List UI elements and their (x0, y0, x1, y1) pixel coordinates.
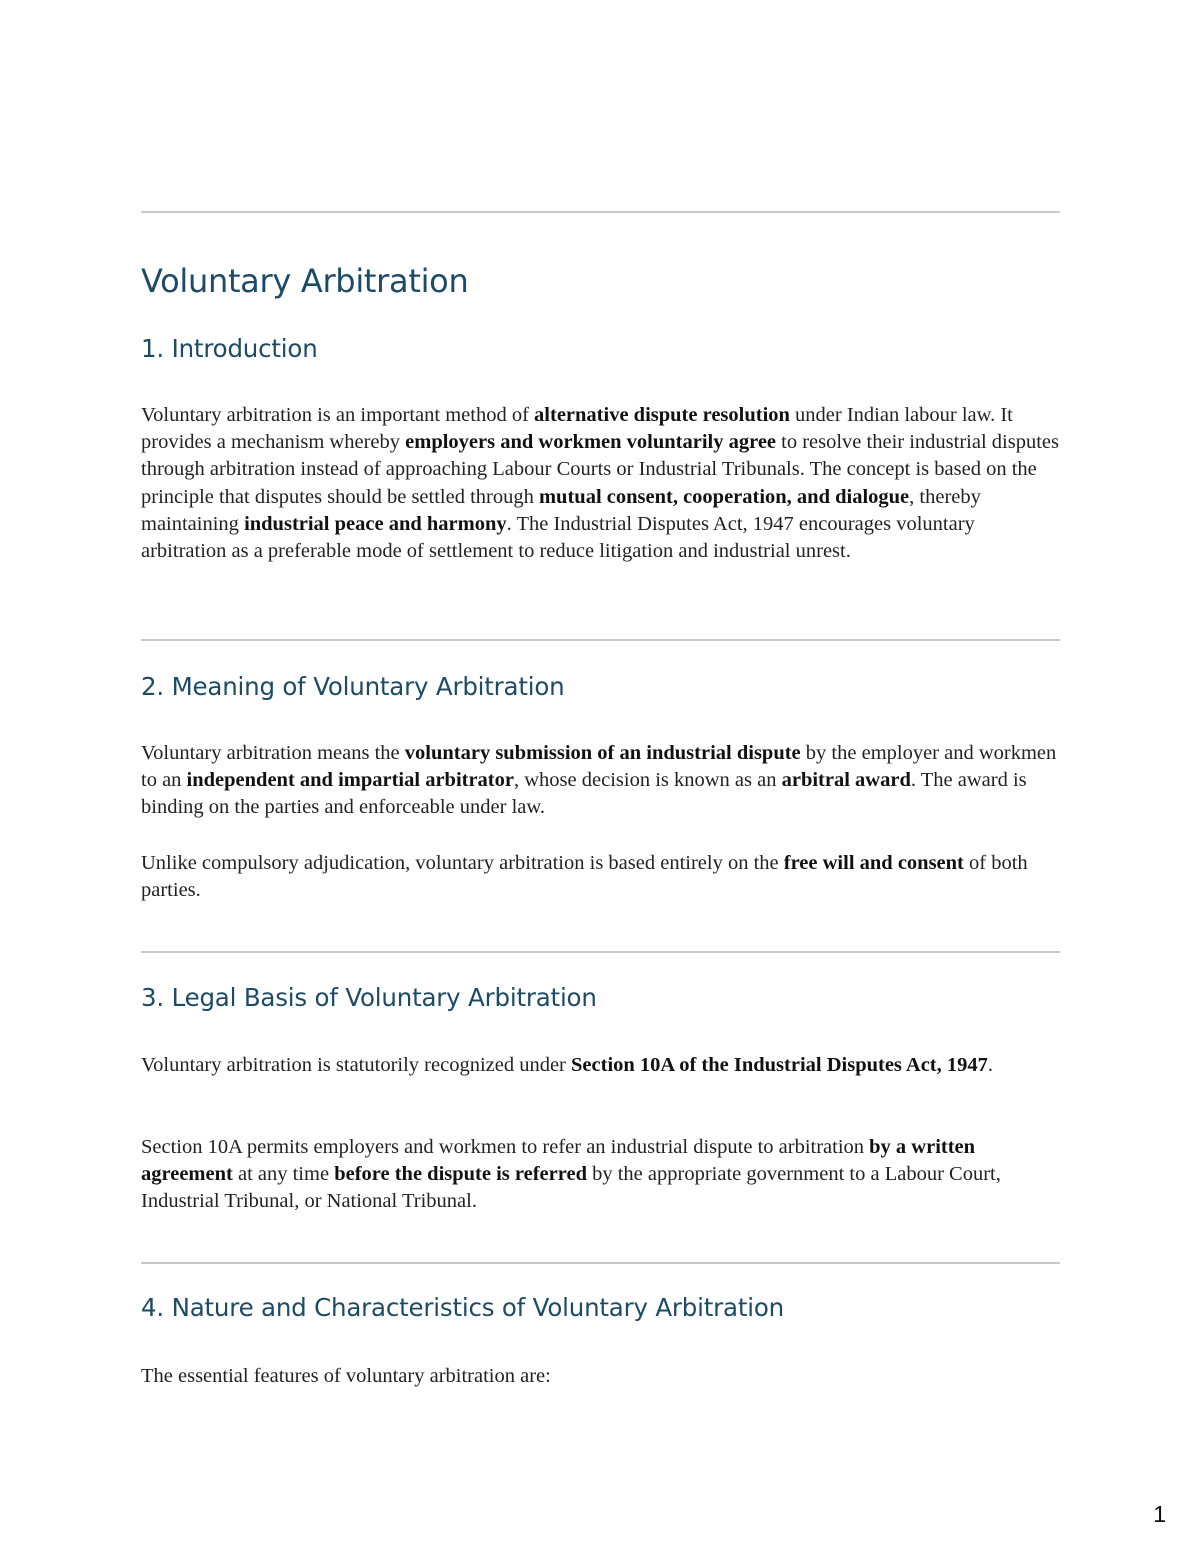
section-heading-introduction: 1. Introduction (141, 334, 318, 363)
paragraph: Voluntary arbitration is statutorily recognized under Section 10A of the Industrial Disputes Act, 1947. (141, 1054, 993, 1076)
emphasis-text: voluntary submission of an industrial dispute (404, 742, 801, 764)
divider (141, 951, 1060, 953)
document-title: Voluntary Arbitration (141, 262, 469, 300)
section-heading-meaning: 2. Meaning of Voluntary Arbitration (141, 672, 565, 701)
paragraph: Voluntary arbitration is an important method of alternative dispute resolution under Indian labour law. It provides a mechanism whereby employers and workmen voluntarily agree to resolve their industrial disputes through arbitration instead of approaching Labour Courts or Industrial Tribunals. The concept is based on the principle that disputes should be settled through mutual consent, cooperation, and dialogue, thereby maintaining industrial peace and harmony. The Industrial Disputes Act, 1947 encourages voluntary arbitration as a preferable mode of settlement to reduce litigation and industrial unrest. (141, 404, 1059, 563)
page-number: 1 (1153, 1501, 1166, 1527)
divider (141, 1262, 1060, 1264)
emphasis-text: before the dispute is referred (334, 1163, 587, 1186)
divider (141, 211, 1060, 213)
section-heading-nature: 4. Nature and Characteristics of Voluntary Arbitration (141, 1293, 784, 1322)
paragraph: The essential features of voluntary arbitration are: (141, 1365, 551, 1387)
emphasis-text: mutual consent, cooperation, and dialogue (538, 485, 910, 508)
emphasis-text: free will and consent (783, 852, 964, 874)
paragraph: Voluntary arbitration means the voluntary submission of an industrial dispute by the employer and workmen to an independent and impartial arbitrator, whose decision is known as an arbitral award. The award is binding on the parties and enforceable under law. (141, 742, 1057, 819)
emphasis-text: employers and workmen voluntarily agree (405, 431, 777, 454)
document-page (141, 0, 1060, 1553)
section-heading-legal-basis: 3. Legal Basis of Voluntary Arbitration (141, 983, 597, 1012)
paragraph: Section 10A permits employers and workmen to refer an industrial dispute to arbitration by a written agreement at any time before the dispute is referred by the appropriate government to a Labour Court, Industrial Tribunal, or National Tribunal. (141, 1136, 1001, 1213)
paragraph: Unlike compulsory adjudication, voluntary arbitration is based entirely on the free will and consent of both parties. (141, 852, 1028, 902)
emphasis-text: industrial peace and harmony (244, 512, 507, 535)
divider (141, 639, 1060, 641)
emphasis-text: arbitral award (781, 769, 911, 792)
emphasis-text: by a written agreement (141, 1136, 976, 1186)
emphasis-text: Section 10A of the Industrial Disputes Act, 1947 (571, 1054, 988, 1076)
emphasis-text: alternative dispute resolution (534, 404, 790, 426)
emphasis-text: independent and impartial arbitrator (186, 769, 514, 792)
